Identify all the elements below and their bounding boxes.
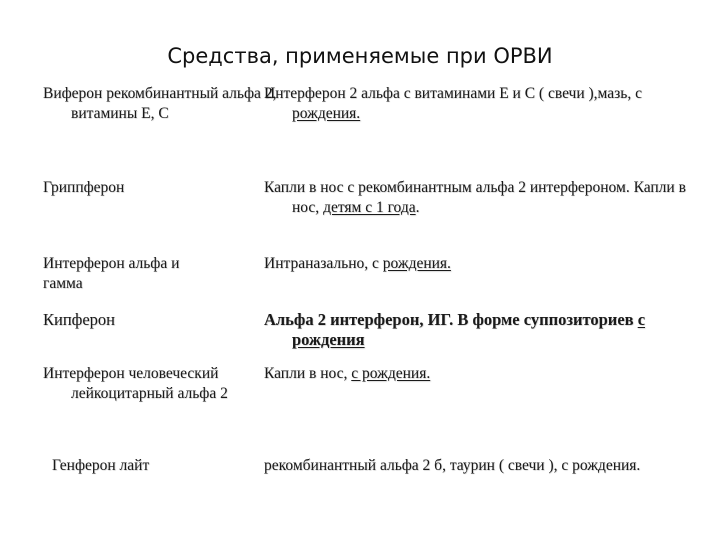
desc-underlined: с рождения [292,310,646,349]
drug-desc-kipferon [264,310,702,350]
desc-text: Капли в нос с рекомбинантным альфа 2 интерфероном. Капли в нос, [264,179,686,216]
drug-desc-viferon [264,84,702,124]
desc-text: рекомбинантный альфа 2 б, таурин ( свечи ), с рождения. [264,457,641,474]
desc-tail: . [415,199,420,216]
desc-text: Капли в нос, [264,365,352,382]
drug-name-interferon-alfa-gamma: Интерферон альфа и гамма [43,255,180,292]
desc-text: Интраназально, с [264,255,383,272]
drug-name-leukocyte-interferon: Интерферон человеческий лейкоцитарный альфа 2 [43,365,228,402]
desc-text: Альфа 2 интерферон, ИГ. В форме суппозиториев [264,310,638,329]
drug-name-kipferon: Кипферон [43,310,116,329]
drug-desc-grippferon [264,178,702,218]
slide-title: Средства, применяемые при ОРВИ [167,44,553,68]
drug-name-grippferon: Гриппферон [43,179,125,196]
desc-underlined: с рождения. [351,365,431,382]
drug-desc-genferon-light [264,456,662,476]
drug-desc-interferon-alfa-gamma [264,254,702,274]
drug-name-genferon-light: Генферон лайт [52,457,150,474]
desc-underlined: рождения. [382,255,451,272]
desc-underlined: детям с 1 года [323,199,416,216]
desc-underlined: рождения. [292,105,361,122]
desc-text: Интерферон 2 альфа с витаминами Е и С ( свечи ),мазь, с [264,85,642,102]
drug-name-viferon: Виферон рекомбинантный альфа 2, витамины Е, С [43,85,277,122]
drug-desc-leukocyte-interferon [264,364,702,384]
